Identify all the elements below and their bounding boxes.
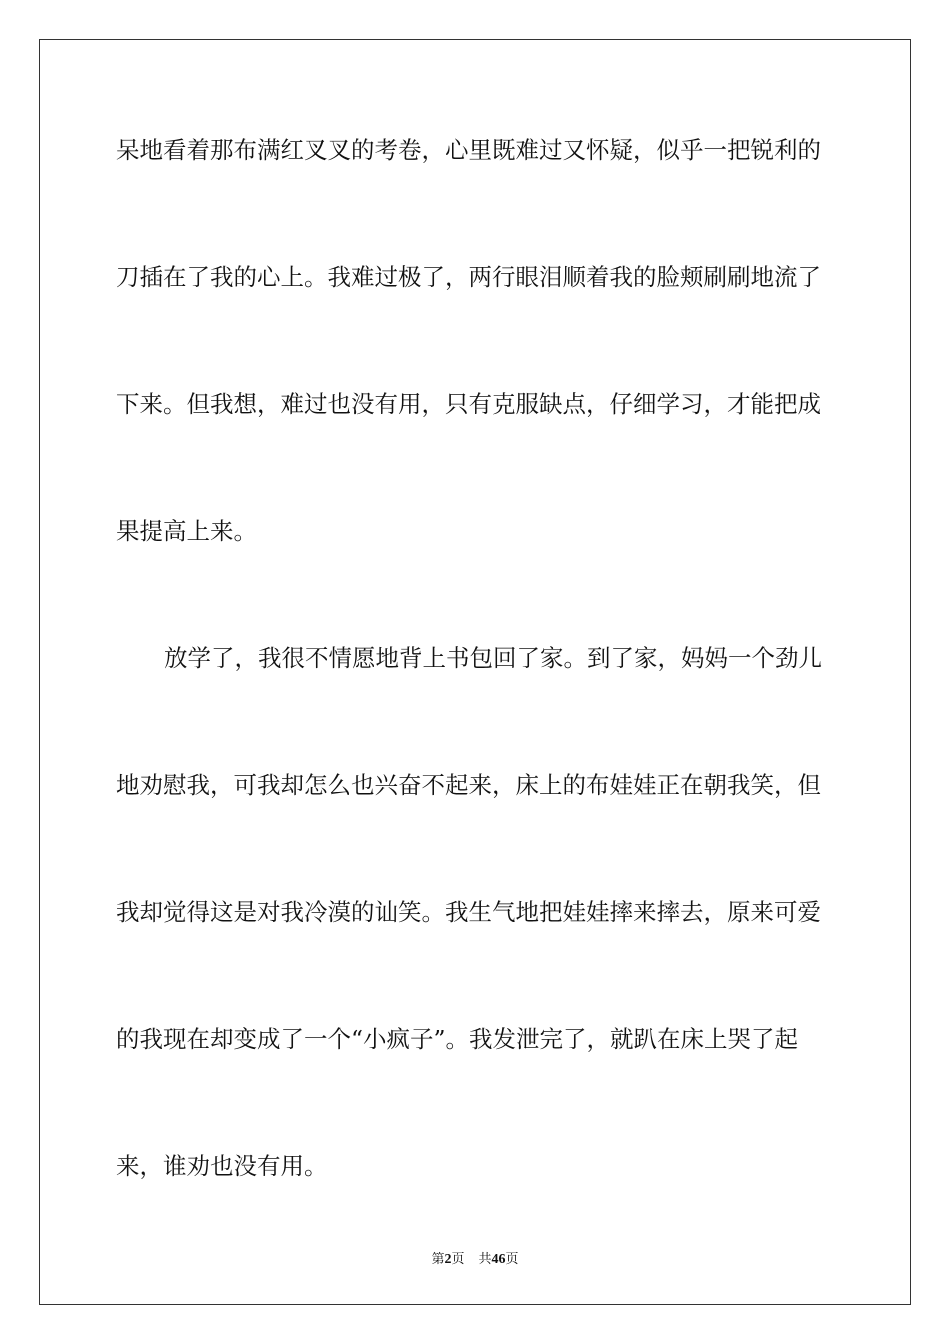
text-line-6: 地劝慰我，可我却怎么也兴奋不起来，床上的布娃娃正在朝我笑，但 [116, 771, 821, 799]
page-number: 2 [444, 1252, 452, 1267]
total-suffix: 页 [505, 1252, 519, 1267]
text-line-4: 果提高上来。 [116, 517, 257, 545]
text-line-8: 的我现在却变成了一个“小疯子”。我发泄完了，就趴在床上哭了起 [116, 1025, 799, 1053]
page-footer [0, 1248, 950, 1268]
total-prefix: 共 [478, 1252, 492, 1267]
text-line-5: 放学了，我很不情愿地背上书包回了家。到了家，妈妈一个劲儿 [164, 644, 822, 672]
text-line-3: 下来。但我想，难过也没有用，只有克服缺点，仔细学习，才能把成 [116, 390, 821, 418]
page-prefix: 第 [431, 1252, 445, 1267]
text-line-7: 我却觉得这是对我冷漠的讪笑。我生气地把娃娃摔来摔去，原来可爱 [116, 898, 821, 926]
total-pages: 46 [491, 1252, 506, 1267]
text-line-1: 呆地看着那布满红叉叉的考卷，心里既难过又怀疑，似乎一把锐利的 [116, 136, 821, 164]
text-line-9: 来，谁劝也没有用。 [116, 1152, 328, 1180]
document-body [116, 120, 836, 1263]
page-suffix: 页 [451, 1252, 465, 1267]
text-line-2: 刀插在了我的心上。我难过极了，两行眼泪顺着我的脸颊刷刷地流了 [116, 263, 821, 291]
